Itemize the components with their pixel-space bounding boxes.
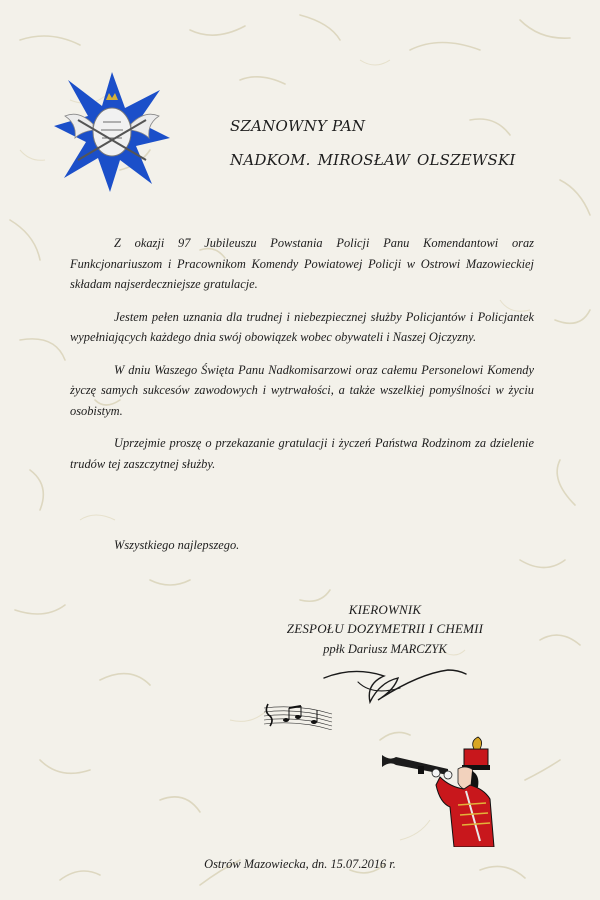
closing-line: Wszystkiego najlepszego.: [114, 538, 240, 552]
signature-block: [245, 600, 525, 659]
salutation-heading: SZANOWNY PAN: [230, 117, 366, 135]
body-paragraph: Uprzejmie proszę o przekazanie gratulacji i życzeń Państwa Rodzinom za dzielenie trudów tej zaszczytnej służby.: [70, 436, 534, 471]
body-paragraph: W dniu Waszego Święta Panu Nadkomisarzowi oraz całemu Personelowi Komendy życzę samych sukcesów zawodowych i wytrwałości, a także wszelkiej pomyślności w życiu osobistym.: [70, 362, 534, 418]
signature-name: ppłk Dariusz MARCZYK: [323, 642, 447, 656]
music-notes-icon: [262, 700, 334, 730]
letter-body: [70, 233, 534, 486]
police-star-eagle-icon: [50, 68, 174, 192]
trumpeter-illustration: [378, 735, 506, 847]
handwritten-signature: [318, 660, 478, 708]
signature-unit: ZESPOŁU DOZYMETRII I CHEMII: [286, 621, 484, 636]
place-date-line: Ostrów Mazowiecka, dn. 15.07.2016 r.: [204, 857, 396, 871]
body-paragraph: Z okazji 97 Jubileuszu Powstania Policji Panu Komendantowi oraz Funkcjonariuszom i Pracownikom Komendy Powiatowej Policji w Ostrowi Mazowieckiej składam najserdeczniejsze gratulacje.: [70, 236, 534, 291]
signature-title: KIEROWNIK: [348, 602, 422, 617]
recipient-heading: NADKOM. MIROSŁAW OLSZEWSKI: [230, 151, 516, 169]
body-paragraph: Jestem pełen uznania dla trudnej i niebezpiecznej służby Policjantów i Policjantek wypełniających każdego dnia swój obowiązek wobec obywateli i Naszej Ojczyzny.: [70, 309, 534, 344]
